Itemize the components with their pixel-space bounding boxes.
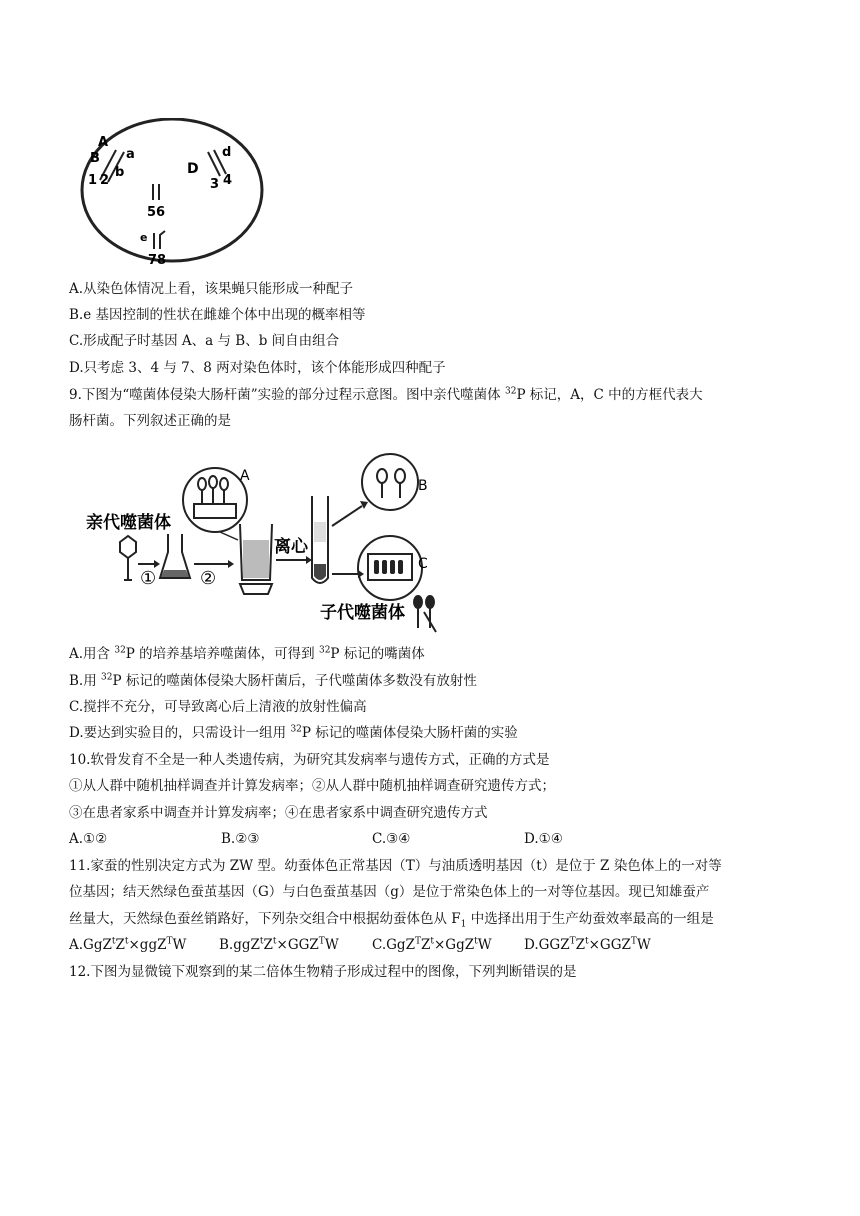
isotope-superscript: 32 xyxy=(101,672,113,683)
allele-superscript: t xyxy=(124,936,129,947)
genotype-text: B.ggZ xyxy=(219,937,260,953)
centrifuge-label: 离心 xyxy=(274,537,308,557)
phage-experiment-figure xyxy=(80,452,440,636)
q9-stem-text: P 标记，A，C 中的方框代表大 xyxy=(516,387,703,403)
q11-line3-text: 丝量大，天然绿色蚕丝销路好，下列杂交组合中根据幼蚕体色从 F xyxy=(69,911,461,927)
figure1-label: d xyxy=(222,145,232,160)
q11-option-b xyxy=(219,936,339,954)
figure1-label: 78 xyxy=(148,253,167,268)
genotype-text: W xyxy=(636,937,651,953)
figure1-label: 1 xyxy=(88,173,98,188)
q9-option-b xyxy=(69,672,477,690)
allele-superscript: t xyxy=(474,936,478,947)
figure1-label: 4 xyxy=(223,173,233,188)
q9-option-a xyxy=(69,645,425,663)
genotype-text: D.GGZ xyxy=(524,937,570,953)
allele-superscript: t xyxy=(585,936,589,947)
flask-icon xyxy=(160,534,190,578)
q10-option-a: A.①② xyxy=(69,831,108,847)
step1-label: ① xyxy=(140,568,157,589)
isotope-superscript: 32 xyxy=(318,645,331,656)
figure1-label: e xyxy=(140,231,148,244)
q8-option-a: A.从染色体情况上看，该果蝇只能形成一种配子 xyxy=(69,281,354,297)
label-b: B xyxy=(418,478,428,494)
q11-option-d xyxy=(524,936,651,954)
figure1-label: a xyxy=(126,147,135,162)
genotype-text: Z xyxy=(263,937,273,953)
parent-phage-label: 亲代噬菌体 xyxy=(86,513,171,533)
allele-superscript: t xyxy=(430,936,434,947)
q12-stem: 12.下图为显微镜下观察到的某二倍体生物精子形成过程中的图像，下列判断错误的是 xyxy=(69,964,577,980)
figure1-label: b xyxy=(115,165,125,180)
parent-phage-icon xyxy=(120,536,136,580)
step2-label: ② xyxy=(200,568,217,589)
figure1-label: 2 xyxy=(100,173,110,188)
q9-option-a-text: P 的培养基培养噬菌体，可得到 xyxy=(125,646,319,662)
q9-stem-line2: 肠杆菌。下列叙述正确的是 xyxy=(69,413,231,429)
q8-option-b: B.e 基因控制的性状在雌雄个体中出现的概率相等 xyxy=(69,307,366,323)
allele-superscript: T xyxy=(318,936,325,947)
q10-option-d: D.①④ xyxy=(524,831,563,847)
q11-line1: 11.家蚕的性别决定方式为 ZW 型。幼蚕体色正常基因（T）与油质透明基因（t）是位于 Z 染色体上的一对等 xyxy=(69,858,722,874)
q11-line3 xyxy=(69,910,714,928)
genotype-text: W xyxy=(324,937,339,953)
supernatant-circle-b xyxy=(362,454,418,510)
q11-line3-text: 中选择出用于生产幼蚕效率最高的一组是 xyxy=(466,911,714,927)
allele-superscript: T xyxy=(414,936,421,947)
q9-option-c: C.搅拌不充分，可导致离心后上清液的放射性偏高 xyxy=(69,699,367,715)
allele-superscript: t xyxy=(111,936,116,947)
isotope-superscript: 32 xyxy=(114,645,126,656)
genotype-text: Z xyxy=(115,937,125,953)
q9-stem-text: 9.下图为“噬菌体侵染大肠杆菌”实验的部分过程示意图。图中亲代噬菌体 xyxy=(69,387,505,403)
genotype-text: W xyxy=(477,937,492,953)
q10-stem: 10.软骨发育不全是一种人类遗传病，为研究其发病率与遗传方式，正确的方式是 xyxy=(69,752,550,768)
figure1-label: D xyxy=(187,161,199,177)
q10-line2: ①从人群中随机抽样调查并计算发病率；②从人群中随机抽样调查研究遗传方式； xyxy=(69,778,555,794)
q9-option-d-text: P 标记的噬菌体侵染大肠杆菌的实验 xyxy=(301,725,518,741)
q8-option-c: C.形成配子时基因 A、a 与 B、b 间自由组合 xyxy=(69,333,340,349)
allele-superscript: t xyxy=(259,936,264,947)
isotope-superscript: 32 xyxy=(504,386,517,397)
q8-option-d: D.只考虑 3、4 与 7、8 两对染色体时，该个体能形成四种配子 xyxy=(69,360,446,376)
allele-superscript: t xyxy=(272,936,277,947)
allele-superscript: T xyxy=(630,936,637,947)
q9-option-b-text: B.用 xyxy=(69,673,102,689)
chromosome-cell-figure xyxy=(74,118,270,274)
genotype-text: Z xyxy=(575,937,585,953)
figure1-label: A xyxy=(98,135,109,150)
allele-superscript: T xyxy=(569,936,576,947)
genotype-text: Z xyxy=(420,937,431,953)
q11-option-a xyxy=(69,936,186,954)
q10-option-c: C.③④ xyxy=(372,831,411,847)
child-phage-icon xyxy=(414,596,436,632)
genotype-text: C.GgZ xyxy=(372,937,415,953)
label-c: C xyxy=(418,556,428,572)
label-a: A xyxy=(240,468,250,484)
q9-stem-line1 xyxy=(69,386,703,404)
figure1-label: 3 xyxy=(210,177,220,192)
q11-line2: 位基因；结天然绿色蚕茧基因（G）与白色蚕茧基因（g）是位于常染色体上的一对等位基因。现已知雄蚕产 xyxy=(69,884,710,900)
beaker-icon xyxy=(240,524,272,594)
q10-line3: ③在患者家系中调查并计算发病率；④在患者家系中调查研究遗传方式 xyxy=(69,805,488,821)
genotype-text: ×GGZ xyxy=(588,937,631,953)
q9-option-d-text: D.要达到实验目的，只需设计一组用 xyxy=(69,725,291,741)
q9-option-d xyxy=(69,724,518,742)
genotype-text: ×GgZ xyxy=(433,937,475,953)
q9-option-a-text: P 标记的嘴菌体 xyxy=(330,646,425,662)
genotype-text: ×ggZ xyxy=(128,937,167,953)
figure1-label: B xyxy=(90,151,100,166)
q9-option-a-text: A.用含 xyxy=(69,646,115,662)
figure1-label: 56 xyxy=(147,205,166,220)
generation-subscript: 1 xyxy=(460,919,467,930)
q9-option-b-text: P 标记的噬菌体侵染大肠杆菌后，子代噬菌体多数没有放射性 xyxy=(112,673,477,689)
allele-superscript: T xyxy=(166,936,173,947)
isotope-superscript: 32 xyxy=(290,724,302,735)
genotype-text: A.GgZ xyxy=(69,937,112,953)
genotype-text: ×GGZ xyxy=(276,937,319,953)
q10-option-b: B.②③ xyxy=(221,831,260,847)
q11-option-c xyxy=(372,936,492,954)
child-phage-label: 子代噬菌体 xyxy=(320,603,405,623)
test-tube-icon xyxy=(312,496,328,583)
genotype-text: W xyxy=(172,937,187,953)
